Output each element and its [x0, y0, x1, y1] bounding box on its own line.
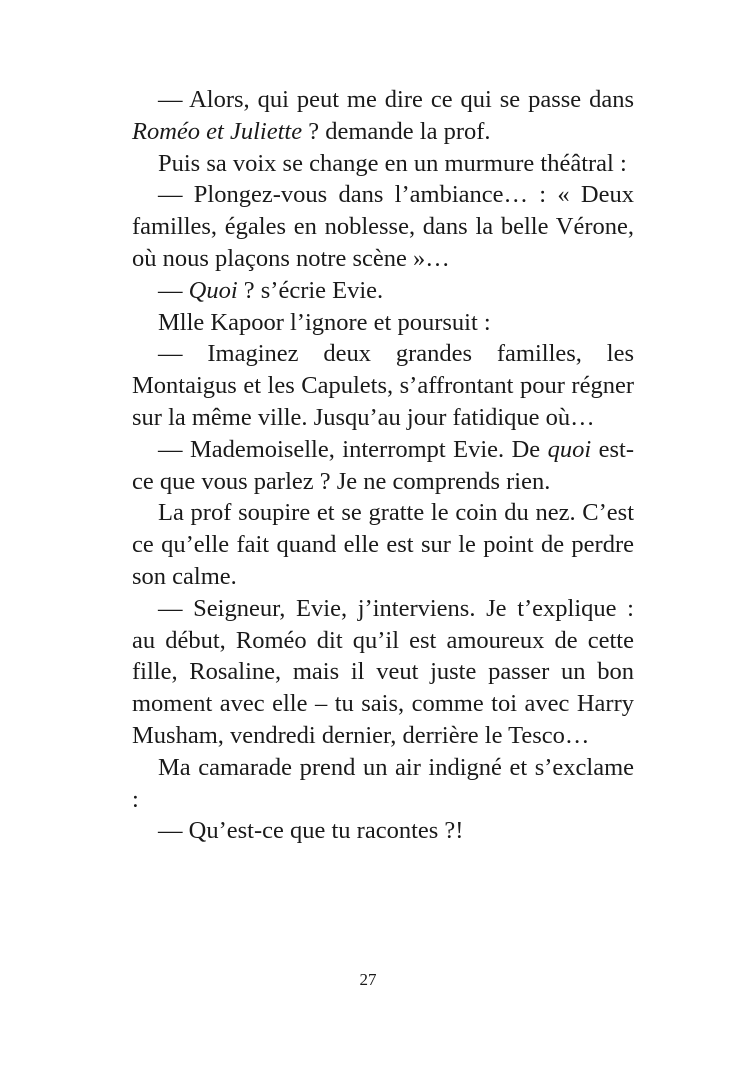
text-run: Ma camarade prend un air indigné et s’exclame :: [132, 753, 634, 813]
text-run: ? demande la prof.: [302, 117, 491, 145]
paragraph: [132, 275, 634, 307]
paragraph: [132, 434, 634, 498]
text-run: Mlle Kapoor l’ignore et poursuit :: [158, 308, 491, 336]
paragraph: [132, 338, 634, 433]
italic-text: Quoi: [188, 276, 238, 304]
text-run: — Alors, qui peut me dire ce qui se passe dans: [158, 86, 634, 113]
text-run: est-ce que vous parlez ? Je ne comprends rien.: [132, 435, 634, 495]
text-run: —: [158, 276, 189, 304]
text-run: — Qu’est-ce que tu racontes ?!: [158, 817, 464, 845]
paragraph: [132, 593, 634, 752]
text-run: — Imaginez deux grandes familles, les Montaigus et les Capulets, s’affrontant pour régner sur la même ville. Jusqu’au jour fatidique où…: [132, 340, 634, 431]
text-run: La prof soupire et se gratte le coin du nez. C’est ce qu’elle fait quand elle est sur le point de perdre son calme.: [132, 499, 634, 590]
italic-text: Roméo et Juliette: [132, 117, 303, 145]
paragraph: [132, 179, 634, 274]
text-run: Puis sa voix se change en un murmure théâtral :: [158, 149, 627, 177]
text-run: — Plongez-vous dans l’ambiance… : « Deux familles, égales en noblesse, dans la belle Vérone, où nous plaçons notre scène »…: [132, 181, 634, 272]
text-run: ? s’écrie Evie.: [237, 276, 384, 304]
paragraph: [132, 815, 634, 847]
paragraph: [132, 84, 634, 148]
text-run: — Seigneur, Evie, j’interviens. Je t’explique : au début, Roméo dit qu’il est amoureux de cette fille, Rosaline, mais il veut juste passer un bon moment avec elle – tu sais, comme toi avec Harry Musham, vendredi dernier, derrière le Tesco…: [132, 594, 634, 749]
page-number: 27: [359, 970, 377, 989]
text-run: — Mademoiselle, interrompt Evie. De: [158, 435, 548, 463]
paragraph: [132, 497, 634, 592]
paragraph: [132, 752, 634, 816]
body-text: [132, 84, 634, 847]
paragraph: [132, 307, 634, 339]
paragraph: [132, 148, 634, 180]
italic-text: quoi: [547, 435, 592, 463]
